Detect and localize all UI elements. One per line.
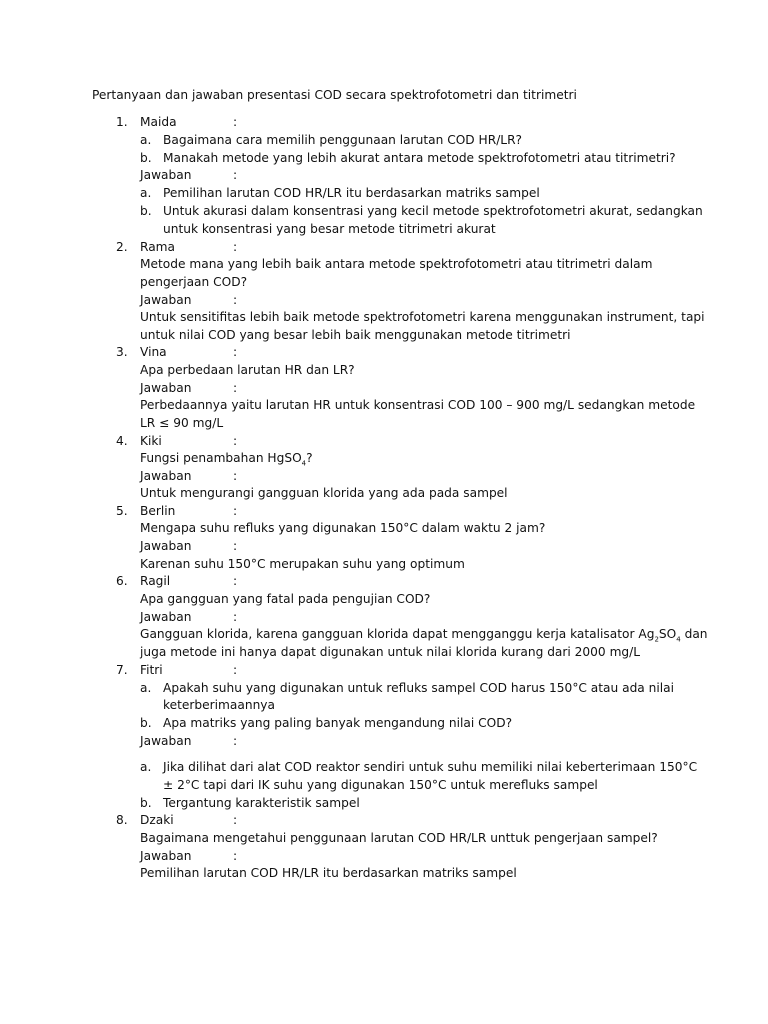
page-title: Pertanyaan dan jawaban presentasi COD secara spektrofotometri dan titrimetri (92, 88, 577, 102)
item-number: 6. (116, 574, 128, 588)
sub-marker: b. (140, 716, 152, 730)
colon: : (233, 115, 238, 129)
colon: : (233, 240, 238, 254)
colon: : (233, 345, 238, 359)
item-number: 7. (116, 663, 128, 677)
colon: : (233, 168, 238, 182)
question-text: Manakah metode yang lebih akurat antara metode spektrofotometri atau titrimetri? (163, 151, 676, 165)
sub-marker: a. (140, 133, 152, 147)
colon: : (233, 734, 238, 748)
question-text: Apa gangguan yang fatal pada pengujian COD? (140, 592, 431, 606)
answer-text: Gangguan klorida, karena gangguan klorida dapat mengganggu kerja katalisator $Ag_2SO_4$ dan (140, 627, 708, 644)
sub-marker: b. (140, 796, 152, 810)
question-text: Mengapa suhu refluks yang digunakan 150°C dalam waktu 2 jam? (140, 521, 546, 535)
colon: : (233, 610, 238, 624)
sub-marker: b. (140, 204, 152, 218)
speaker-name: Dzaki (140, 813, 174, 827)
question-text: keterberimaannya (163, 698, 275, 712)
answer-text: Jika dilihat dari alat COD reaktor sendiri untuk suhu memiliki nilai keberterimaan 150°C (163, 760, 698, 774)
colon: : (233, 504, 238, 518)
answer-text: Untuk sensitifitas lebih baik metode spektrofotometri karena menggunakan instrument, tapi (140, 310, 705, 324)
answer-label: Jawaban (140, 539, 192, 553)
speaker-name: Kiki (140, 434, 162, 448)
speaker-name: Vina (140, 345, 167, 359)
answer-label: Jawaban (140, 469, 192, 483)
colon: : (233, 813, 238, 827)
answer-text: ± 2°C tapi dari IK suhu yang digunakan 150°C untuk merefluks sampel (163, 778, 598, 792)
item-number: 3. (116, 345, 128, 359)
speaker-name: Ragil (140, 574, 171, 588)
question-text: Metode mana yang lebih baik antara metode spektrofotometri atau titrimetri dalam (140, 257, 653, 271)
answer-text: Perbedaannya yaitu larutan HR untuk konsentrasi COD 100 – 900 mg/L sedangkan metode (140, 398, 696, 412)
colon: : (233, 434, 238, 448)
question-text: Apa matriks yang paling banyak mengandung nilai COD? (163, 716, 513, 730)
question-text: Apakah suhu yang digunakan untuk refluks sampel COD harus 150°C atau ada nilai (163, 681, 675, 695)
answer-label: Jawaban (140, 734, 192, 748)
answer-label: Jawaban (140, 849, 192, 863)
colon: : (233, 663, 238, 677)
question-text: Fungsi penambahan HgSO$_4$? (140, 451, 313, 468)
answer-text: Untuk mengurangi gangguan klorida yang ada pada sampel (140, 486, 508, 500)
item-number: 4. (116, 434, 128, 448)
answer-text: Pemilihan larutan COD HR/LR itu berdasarkan matriks sampel (140, 866, 517, 880)
item-number: 2. (116, 240, 128, 254)
answer-text: Tergantung karakteristik sampel (163, 796, 360, 810)
question-text: Bagaimana cara memilih penggunaan larutan COD HR/LR? (163, 133, 523, 147)
speaker-name: Berlin (140, 504, 176, 518)
sub-marker: a. (140, 760, 152, 774)
question-text: Apa perbedaan larutan HR dan LR? (140, 363, 355, 377)
colon: : (233, 293, 238, 307)
item-number: 5. (116, 504, 128, 518)
colon: : (233, 539, 238, 553)
answer-label: Jawaban (140, 168, 192, 182)
answer-label: Jawaban (140, 293, 192, 307)
colon: : (233, 574, 238, 588)
speaker-name: Rama (140, 240, 176, 254)
answer-text: Karenan suhu 150°C merupakan suhu yang optimum (140, 557, 465, 571)
item-number: 1. (116, 115, 128, 129)
sub-marker: a. (140, 186, 152, 200)
answer-label: Jawaban (140, 610, 192, 624)
speaker-name: Fitri (140, 663, 163, 677)
speaker-name: Maida (140, 115, 177, 129)
answer-text: Untuk akurasi dalam konsentrasi yang kecil metode spektrofotometri akurat, sedangkan (163, 204, 703, 218)
answer-label: Jawaban (140, 381, 192, 395)
answer-text: LR ≤ 90 mg/L (140, 416, 224, 430)
item-number: 8. (116, 813, 128, 827)
answer-text: untuk nilai COD yang besar lebih baik menggunakan metode titrimetri (140, 328, 571, 342)
colon: : (233, 469, 238, 483)
colon: : (233, 849, 238, 863)
sub-marker: a. (140, 681, 152, 695)
answer-text: Pemilihan larutan COD HR/LR itu berdasarkan matriks sampel (163, 186, 540, 200)
colon: : (233, 381, 238, 395)
question-text: pengerjaan COD? (140, 275, 248, 289)
sub-marker: b. (140, 151, 152, 165)
answer-text: juga metode ini hanya dapat digunakan untuk nilai klorida kurang dari 2000 mg/L (140, 645, 641, 659)
answer-text: untuk konsentrasi yang besar metode titrimetri akurat (163, 222, 496, 236)
question-text: Bagaimana mengetahui penggunaan larutan COD HR/LR unttuk pengerjaan sampel? (140, 831, 658, 845)
